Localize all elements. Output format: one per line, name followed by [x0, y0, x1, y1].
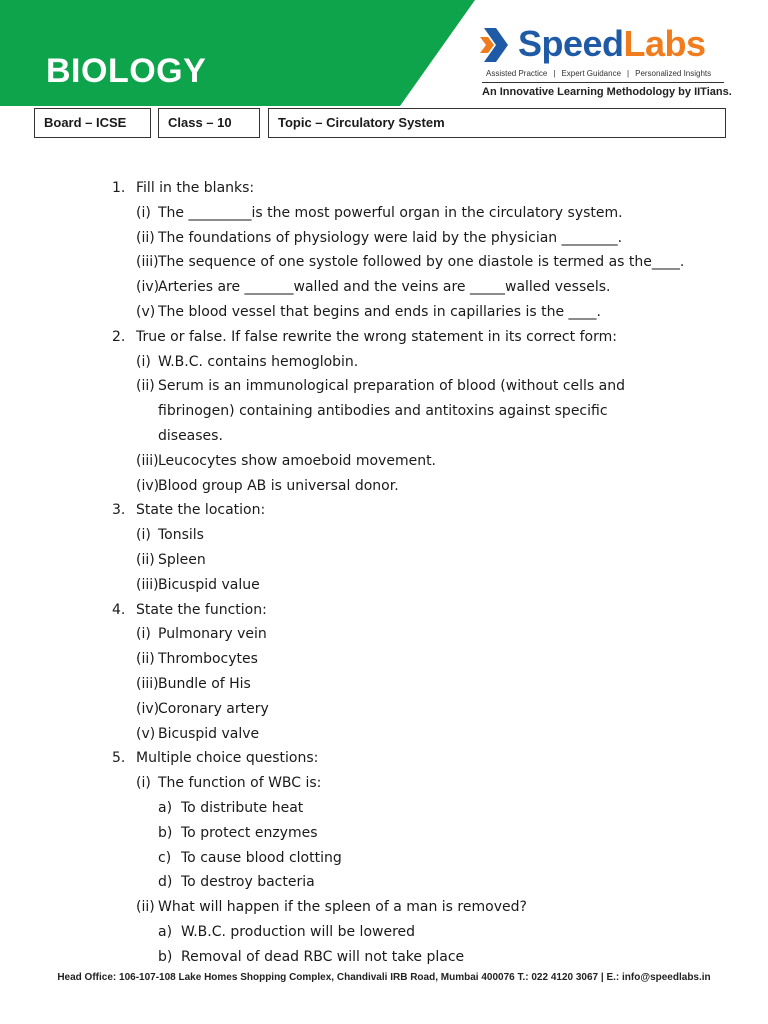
- item-marker: (i): [136, 527, 151, 544]
- mcq-option: [112, 945, 712, 970]
- item-marker: (iii): [136, 254, 159, 271]
- option-text: W.B.C. production will be lowered: [181, 923, 416, 940]
- question-item: [112, 672, 712, 697]
- item-text: The foundations of physiology were laid by the physician ________.: [158, 229, 623, 246]
- item-text: The _________is the most powerful organ in the circulatory system.: [158, 204, 623, 221]
- option-marker: b): [158, 824, 173, 841]
- item-text: Serum is an immunological preparation of blood (without cells and fibrinogen) containing antibodies and antitoxins against specific diseases.: [158, 378, 625, 444]
- mcq-option: [112, 821, 712, 846]
- brand-tag: Personalized Insights: [635, 69, 712, 78]
- item-text: The function of WBC is:: [158, 775, 322, 792]
- question-item: [112, 548, 712, 573]
- question-2: [112, 325, 712, 350]
- item-text: Coronary artery: [158, 700, 269, 717]
- item-marker: (v): [136, 725, 156, 742]
- brand-tag: Assisted Practice: [486, 69, 548, 78]
- brand-name-part1: Speed: [518, 23, 624, 64]
- option-text: To distribute heat: [181, 799, 304, 816]
- question-list: [112, 176, 712, 970]
- item-text: Leucocytes show amoeboid movement.: [158, 452, 437, 469]
- option-marker: b): [158, 948, 173, 965]
- item-marker: (i): [136, 626, 151, 643]
- question-text: State the location:: [136, 502, 266, 519]
- option-marker: c): [158, 849, 172, 866]
- subject-title: BIOLOGY: [46, 52, 207, 90]
- question-item: [112, 300, 712, 325]
- item-text: The blood vessel that begins and ends in capillaries is the ____.: [158, 303, 601, 320]
- mcq-option: [112, 870, 712, 895]
- brand-tag: Expert Guidance: [561, 69, 622, 78]
- item-marker: (iv): [136, 700, 160, 717]
- question-number: 1.: [112, 180, 126, 196]
- question-number: 5.: [112, 750, 126, 767]
- question-item: [112, 622, 712, 647]
- question-item: [112, 350, 712, 375]
- brand-tags: [483, 69, 723, 78]
- question-item: [112, 201, 712, 226]
- question-item: [112, 275, 712, 300]
- question-1: [112, 176, 712, 201]
- question-text: True or false. If false rewrite the wrong statement in its correct form:: [136, 328, 617, 345]
- item-text: Bicuspid value: [158, 576, 260, 593]
- topic-box: Topic – Circulatory System: [268, 108, 726, 138]
- tag-separator: |: [553, 69, 556, 78]
- speedlabs-chevron-icon: [480, 24, 514, 66]
- item-text: Spleen: [158, 551, 206, 568]
- question-item: [112, 374, 628, 448]
- item-marker: (ii): [136, 551, 155, 568]
- question-item: [112, 771, 712, 796]
- class-box: Class – 10: [158, 108, 260, 138]
- item-marker: (i): [136, 775, 151, 792]
- question-text: Fill in the blanks:: [136, 180, 255, 196]
- tag-separator: |: [627, 69, 630, 78]
- item-text: Blood group AB is universal donor.: [158, 477, 399, 494]
- mcq-option: [112, 846, 712, 871]
- item-marker: (iv): [136, 279, 160, 296]
- item-marker: (ii): [136, 378, 155, 395]
- question-number: 3.: [112, 502, 126, 519]
- brand-name: [518, 22, 706, 66]
- option-text: To protect enzymes: [181, 824, 318, 841]
- item-marker: (iii): [136, 675, 159, 692]
- item-marker: (iii): [136, 576, 159, 593]
- item-marker: (ii): [136, 651, 155, 668]
- question-item: [112, 449, 712, 474]
- option-marker: d): [158, 874, 173, 891]
- item-text: Pulmonary vein: [158, 626, 267, 643]
- speedlabs-logo: [480, 22, 730, 104]
- item-text: Tonsils: [158, 527, 204, 544]
- item-text: Arteries are _______walled and the veins are _____walled vessels.: [158, 279, 611, 296]
- item-marker: (i): [136, 204, 151, 221]
- question-item: [112, 474, 712, 499]
- item-text: Bicuspid valve: [158, 725, 260, 742]
- item-text: W.B.C. contains hemoglobin.: [158, 353, 359, 370]
- item-marker: (i): [136, 353, 151, 370]
- item-marker: (ii): [136, 899, 155, 916]
- question-text: Multiple choice questions:: [136, 750, 319, 767]
- question-item: [112, 722, 712, 747]
- question-3: [112, 498, 712, 523]
- option-marker: a): [158, 923, 173, 940]
- mcq-option: [112, 796, 712, 821]
- board-box: Board – ICSE: [34, 108, 151, 138]
- item-marker: (iii): [136, 452, 159, 469]
- question-number: 2.: [112, 328, 126, 345]
- question-5: [112, 746, 712, 771]
- question-item: [112, 647, 712, 672]
- item-marker: (v): [136, 303, 156, 320]
- item-text: Bundle of His: [158, 675, 251, 692]
- question-number: 4.: [112, 601, 126, 618]
- item-marker: (ii): [136, 229, 155, 246]
- option-text: To cause blood clotting: [181, 849, 342, 866]
- logo-divider: [482, 82, 724, 83]
- question-text: State the function:: [136, 601, 267, 618]
- item-text: What will happen if the spleen of a man is removed?: [158, 899, 527, 916]
- item-text: The sequence of one systole followed by one diastole is termed as the____.: [158, 254, 685, 271]
- brand-tagline: An Innovative Learning Methodology by IITians.: [482, 86, 732, 98]
- option-marker: a): [158, 799, 173, 816]
- option-text: To destroy bacteria: [181, 874, 315, 891]
- question-item: [112, 226, 712, 251]
- question-item: [112, 697, 712, 722]
- page-footer: Head Office: 106-107-108 Lake Homes Shopping Complex, Chandivali IRB Road, Mumbai 400076 T.: 022 4120 3067 | E.: info@speedlabs.in: [57, 972, 711, 983]
- item-text: Thrombocytes: [158, 651, 258, 668]
- question-item: [112, 523, 712, 548]
- brand-name-part2: Labs: [623, 23, 706, 64]
- question-item: [112, 573, 712, 598]
- item-marker: (iv): [136, 477, 160, 494]
- question-item: [112, 250, 712, 275]
- question-item: [112, 895, 712, 920]
- option-text: Removal of dead RBC will not take place: [181, 948, 465, 965]
- mcq-option: [112, 920, 712, 945]
- question-4: [112, 598, 712, 623]
